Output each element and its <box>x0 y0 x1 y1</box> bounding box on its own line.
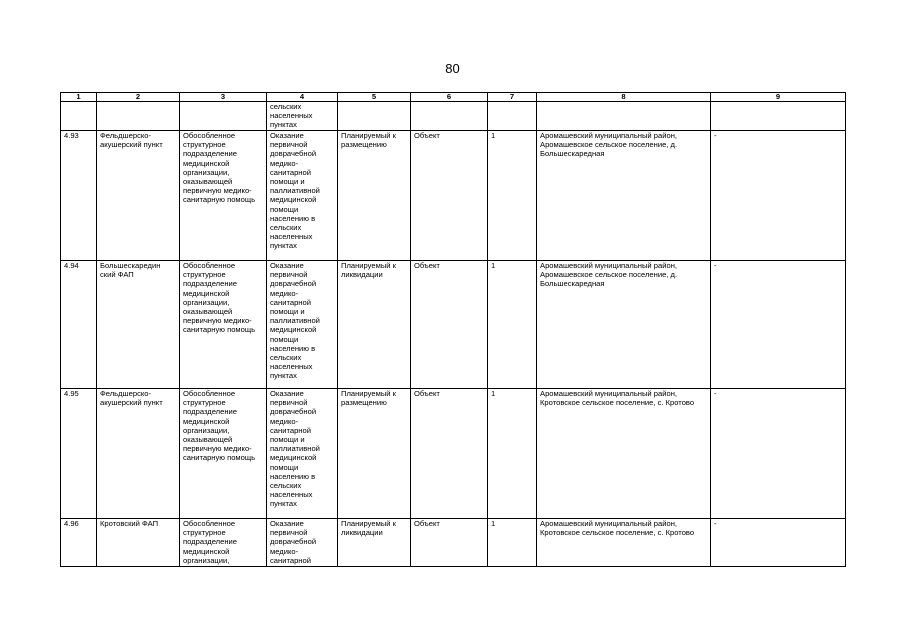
object-purpose: Оказание первичной доврачебной медико-санитарной помощи и паллиативной медицинской помощи населению в сельских населенных пунктах <box>267 261 338 389</box>
object-zone: - <box>711 519 846 567</box>
object-type: Обособленное структурное подразделение медицинской организации, оказывающей первичную медико-санитарную помощь <box>180 131 267 261</box>
continuation-row <box>61 102 846 131</box>
object-status: Планируемый к ликвидации <box>338 261 411 389</box>
object-type: Обособленное структурное подразделение медицинской организации, оказывающей первичную медико-санитарную помощь <box>180 389 267 519</box>
object-purpose: Оказание первичной доврачебной медико-санитарной помощи и паллиативной медицинской помощи населению в сельских населенных пунктах <box>267 131 338 261</box>
header-row <box>61 93 846 102</box>
object-name: Большескаредин ский ФАП <box>97 261 180 389</box>
object-count: 1 <box>488 389 537 519</box>
object-kind: Объект <box>411 389 488 519</box>
object-kind: Объект <box>411 131 488 261</box>
object-location: Аромашевский муниципальный район, Кротовское сельское поселение, с. Кротово <box>537 519 711 567</box>
col-header-5: 5 <box>338 93 411 102</box>
object-kind: Объект <box>411 261 488 389</box>
row-number: 4.96 <box>61 519 97 567</box>
object-zone: - <box>711 131 846 261</box>
row-number: 4.95 <box>61 389 97 519</box>
table-row <box>61 261 846 389</box>
register-table <box>60 92 846 567</box>
object-type: Обособленное структурное подразделение медицинской организации, оказывающей первичную медико-санитарную помощь <box>180 261 267 389</box>
row-number: 4.94 <box>61 261 97 389</box>
object-status: Планируемый к ликвидации <box>338 519 411 567</box>
object-purpose: Оказание первичной доврачебной медико-санитарной помощи и паллиативной медицинской помощи населению в сельских населенных пунктах <box>267 389 338 519</box>
col-header-3: 3 <box>180 93 267 102</box>
object-count: 1 <box>488 261 537 389</box>
col-header-1: 1 <box>61 93 97 102</box>
object-count: 1 <box>488 519 537 567</box>
object-location: Аромашевский муниципальный район, Кротовское сельское поселение, с. Кротово <box>537 389 711 519</box>
object-name: Фельдшерско-акушерский пункт <box>97 389 180 519</box>
object-location: Аромашевский муниципальный район, Аромашевское сельское поселение, д. Большескаредная <box>537 131 711 261</box>
object-kind: Объект <box>411 519 488 567</box>
object-name: Кротовский ФАП <box>97 519 180 567</box>
table-row <box>61 131 846 261</box>
object-location: Аромашевский муниципальный район, Аромашевское сельское поселение, д. Большескаредная <box>537 261 711 389</box>
object-purpose: Оказание первичной доврачебной медико-санитарной <box>267 519 338 567</box>
object-count: 1 <box>488 131 537 261</box>
object-status: Планируемый к размещению <box>338 131 411 261</box>
object-zone: - <box>711 389 846 519</box>
col-header-8: 8 <box>537 93 711 102</box>
object-status: Планируемый к размещению <box>338 389 411 519</box>
object-name: Фельдшерско-акушерский пункт <box>97 131 180 261</box>
col-header-9: 9 <box>711 93 846 102</box>
object-zone: - <box>711 261 846 389</box>
continuation-purpose: сельских населенных пунктах <box>267 102 338 131</box>
col-header-2: 2 <box>97 93 180 102</box>
page-number: 80 <box>445 61 460 76</box>
table-row <box>61 389 846 519</box>
col-header-4: 4 <box>267 93 338 102</box>
col-header-6: 6 <box>411 93 488 102</box>
col-header-7: 7 <box>488 93 537 102</box>
row-number: 4.93 <box>61 131 97 261</box>
table-row <box>61 519 846 567</box>
object-type: Обособленное структурное подразделение медицинской организации, <box>180 519 267 567</box>
